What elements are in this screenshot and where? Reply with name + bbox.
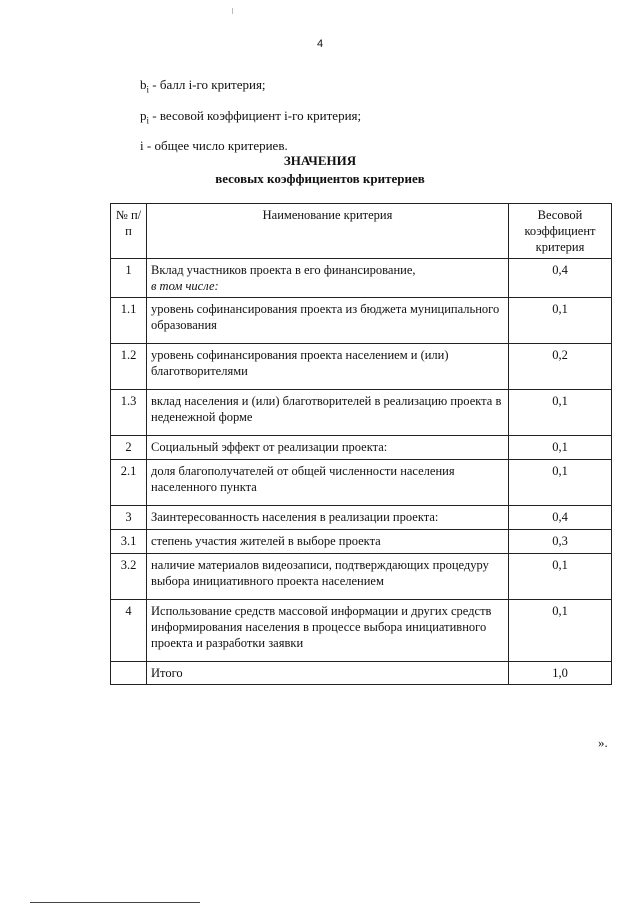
- row-weight: 0,3: [509, 530, 612, 554]
- row-name: [147, 506, 509, 530]
- row-name: [147, 530, 509, 554]
- scan-mark: [232, 8, 233, 14]
- row-name: [147, 259, 509, 298]
- row-num: 1.1: [111, 298, 147, 344]
- table-row: [111, 344, 612, 390]
- table-row: [111, 298, 612, 344]
- row-weight: 0,1: [509, 460, 612, 506]
- row-num: 1.2: [111, 344, 147, 390]
- closing-quote: ».: [598, 735, 608, 750]
- definitions-list: [140, 72, 361, 164]
- table-row: [111, 506, 612, 530]
- row-weight: 0,4: [509, 259, 612, 298]
- row-name-text: Вклад участников проекта в его финансирование,: [151, 263, 416, 277]
- row-name-text: Социальный эффект от реализации проекта:: [151, 440, 388, 454]
- table-row: [111, 436, 612, 460]
- row-weight: 0,1: [509, 298, 612, 344]
- row-name-text: Использование средств массовой информации и других средств информирования населения в процессе выбора инициативного проекта и разработки заявки: [151, 604, 492, 650]
- page-number: 4: [316, 38, 324, 50]
- row-weight: 0,4: [509, 506, 612, 530]
- row-num: 3.2: [111, 554, 147, 600]
- table-row: [111, 390, 612, 436]
- table-row: [111, 259, 612, 298]
- row-weight: 0,1: [509, 390, 612, 436]
- definition-item: $b_i$ - балл i-го критерия;: [140, 77, 266, 95]
- definition-item: i - общее число критериев.: [140, 138, 288, 154]
- row-name-text: уровень софинансирования проекта населением и (или) благотворителями: [151, 348, 449, 378]
- row-weight: 0,2: [509, 344, 612, 390]
- table-row: [111, 554, 612, 600]
- row-name: [147, 390, 509, 436]
- row-num: 2.1: [111, 460, 147, 506]
- row-num: 1.3: [111, 390, 147, 436]
- table-heading: [0, 152, 640, 188]
- total-num: [111, 662, 147, 685]
- criteria-table: [110, 203, 612, 685]
- row-name-text: наличие материалов видеозаписи, подтверждающих процедуру выбора инициативного проекта населением: [151, 558, 489, 588]
- row-name-text: степень участия жителей в выборе проекта: [151, 534, 381, 548]
- footer-rule: [30, 902, 200, 903]
- table-row: [111, 460, 612, 506]
- definition-item: $p_i$ - весовой коэффициент i-го критерия;: [140, 107, 362, 126]
- header-weight: Весовой коэффициент критерия: [509, 204, 612, 259]
- table-header-row: [111, 204, 612, 259]
- total-weight: 1,0: [509, 662, 612, 685]
- header-num: № п/п: [111, 204, 147, 259]
- total-row: [111, 662, 612, 685]
- row-num: 2: [111, 436, 147, 460]
- row-name: [147, 554, 509, 600]
- heading-title: ЗНАЧЕНИЯ: [283, 153, 357, 168]
- row-name-text: вклад населения и (или) благотворителей в реализацию проекта в неденежной форме: [151, 394, 502, 424]
- row-name: [147, 460, 509, 506]
- row-num: 3: [111, 506, 147, 530]
- row-name-text: доля благополучателей от общей численности населения населенного пункта: [151, 464, 455, 494]
- row-name-text: Заинтересованность населения в реализации проекта:: [151, 510, 439, 524]
- row-num: 4: [111, 600, 147, 662]
- row-weight: 0,1: [509, 436, 612, 460]
- row-note: в том числе:: [151, 279, 219, 293]
- table-row: [111, 600, 612, 662]
- row-num: 3.1: [111, 530, 147, 554]
- row-weight: 0,1: [509, 600, 612, 662]
- row-name: [147, 436, 509, 460]
- total-label: Итого: [147, 662, 509, 685]
- row-name-text: уровень софинансирования проекта из бюджета муниципального образования: [151, 302, 500, 332]
- row-name: [147, 298, 509, 344]
- header-name: Наименование критерия: [147, 204, 509, 259]
- heading-subtitle: весовых коэффициентов критериев: [215, 171, 425, 186]
- row-name: [147, 344, 509, 390]
- row-name: [147, 600, 509, 662]
- row-num: 1: [111, 259, 147, 298]
- table-row: [111, 530, 612, 554]
- row-weight: 0,1: [509, 554, 612, 600]
